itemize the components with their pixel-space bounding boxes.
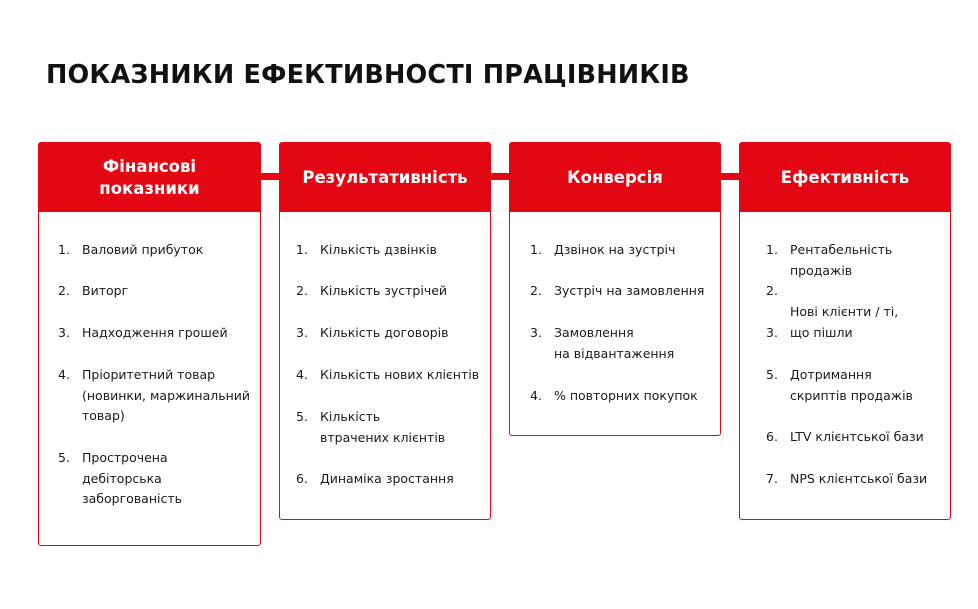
connector-line (489, 173, 511, 180)
list-item-text: Зустріч на замовлення (554, 283, 705, 298)
list-item-text: Динаміка зростання (320, 471, 454, 486)
list-item-text: Кількість дзвінків (320, 242, 437, 257)
list-item-number: 6. (766, 429, 778, 444)
card-header (740, 143, 950, 212)
list-item-number: 4. (296, 367, 308, 382)
card-header-label: Конверсія (567, 167, 663, 187)
list-item-number: 2. (766, 283, 778, 298)
list-item-number: 2. (296, 283, 308, 298)
connector-line (719, 173, 741, 180)
list-item-text: % повторних покупок (554, 388, 698, 403)
list-item-text: Дотримання скриптів продажів (790, 367, 913, 403)
list-item-text: Нові клієнти / ті, (790, 304, 899, 319)
list-item-number: 1. (58, 242, 70, 257)
list-item-text: NPS клієнтської бази (790, 471, 928, 486)
list-item-number: 5. (766, 367, 778, 382)
list-item-number: 3. (58, 325, 70, 340)
card-conversion (509, 142, 721, 436)
list-item-number: 3. (530, 325, 542, 340)
card-header (510, 143, 720, 212)
list-item-text: Валовий прибуток (82, 242, 204, 257)
card-header-label: Фінансові показники (99, 157, 200, 198)
connector-line (259, 173, 281, 180)
card-financial (38, 142, 261, 546)
list-item-number: 1. (766, 242, 778, 257)
list-item-text: Рентабельність продажів (790, 242, 893, 278)
list-item-number: 1. (530, 242, 542, 257)
list-item-number: 2. (530, 283, 542, 298)
list-item-number: 3. (766, 325, 778, 340)
list-item-number: 2. (58, 283, 70, 298)
card-header-label: Результативність (302, 167, 468, 187)
list-item-text: Замовлення на відвантаження (554, 325, 675, 361)
card-header-label: Ефективність (780, 167, 910, 187)
list-item-text: Виторг (82, 283, 129, 298)
card-efficiency (739, 142, 951, 520)
list-item-text: LTV клієнтської бази (790, 429, 924, 444)
card-performance (279, 142, 491, 520)
list-item-number: 4. (530, 388, 542, 403)
list-item-number: 3. (296, 325, 308, 340)
list-item-text: Надходження грошей (82, 325, 228, 340)
list-item-text: Кількість договорів (320, 325, 449, 340)
list-item-number: 1. (296, 242, 308, 257)
list-item-text: Кількість зустрічей (320, 283, 448, 298)
card-header (280, 143, 490, 212)
list-item-text: Кількість нових клієнтів (320, 367, 480, 382)
list-item-text: Пріоритетний товар (новинки, маржинальний товар) (82, 367, 250, 423)
list-item-number: 4. (58, 367, 70, 382)
list-item-text: Прострочена дебіторська заборгованість (82, 450, 183, 506)
list-item-number: 6. (296, 471, 308, 486)
list-item-number: 5. (296, 409, 308, 424)
card-header (39, 143, 260, 212)
list-item-number: 5. (58, 450, 70, 465)
list-item-number: 7. (766, 471, 778, 486)
page-title: ПОКАЗНИКИ ЕФЕКТИВНОСТІ ПРАЦІВНИКІВ (46, 60, 690, 90)
list-item-text: Кількість втрачених клієнтів (320, 409, 446, 445)
list-item-text: Дзвінок на зустріч (554, 242, 676, 257)
list-item-text: що пішли (790, 325, 853, 340)
